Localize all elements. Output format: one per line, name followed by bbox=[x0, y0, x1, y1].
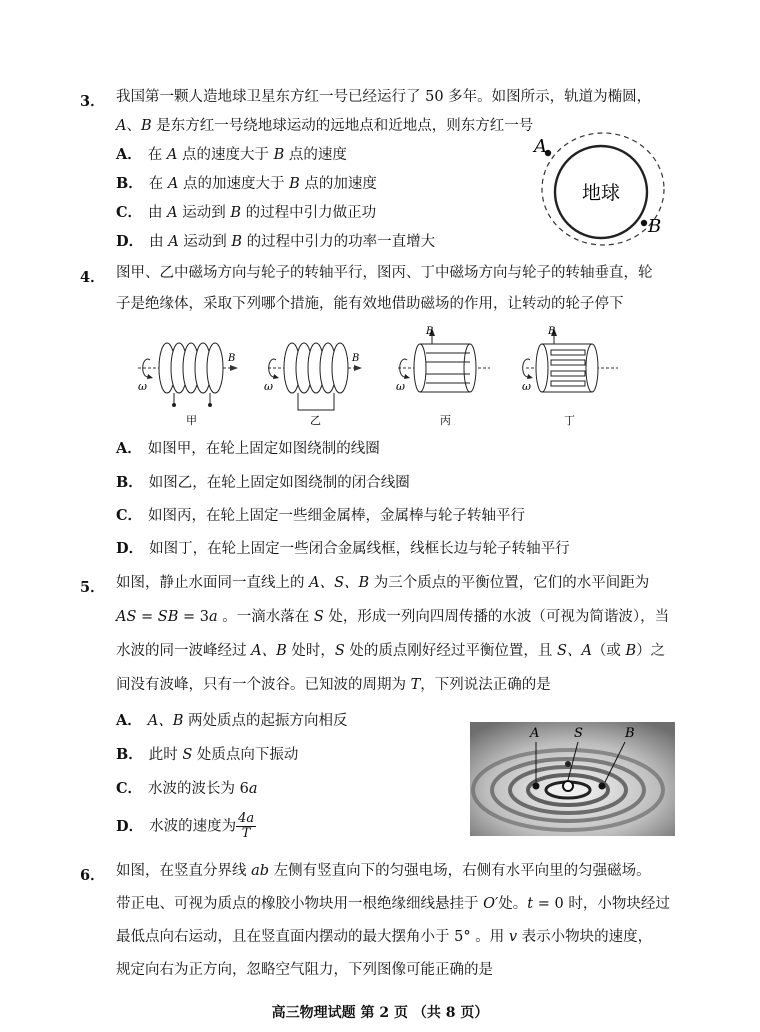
yi-omega-label: ω bbox=[264, 380, 273, 393]
point-b-label: B bbox=[648, 216, 662, 237]
jia-caption: 甲 bbox=[186, 414, 197, 427]
q5-option-d: D． 水波的速度为 $\frac{4a}{T}$ bbox=[116, 811, 255, 841]
q4-stem-line1: 图甲、乙中磁场方向与轮子的转轴平行，图丙、丁中磁场方向与轮子的转轴垂直，轮 bbox=[116, 265, 653, 281]
bing-b-label: B bbox=[426, 326, 434, 337]
q5-option-b: B． 此时 S 处质点向下振动 bbox=[116, 746, 299, 763]
q6-stem-line3: 最低点向右运动，且在竖直面内摆动的最大摆角小于 5° 。用 v 表示小物块的速度， bbox=[116, 929, 653, 945]
q4-wheel-figures bbox=[130, 322, 620, 432]
q3-option-d: D． 由 A 运动到 B 的过程中引力的功率一直增大 bbox=[116, 233, 436, 250]
ding-omega-label: ω bbox=[522, 380, 531, 393]
q3-stem-line1: 我国第一颗人造地球卫星东方红一号已经运行了 50 多年。如图所示，轨道为椭圆， bbox=[116, 89, 652, 105]
q4-option-d: D． 如图丁，在轮上固定一些闭合金属线框，线框长边与轮子转轴平行 bbox=[116, 540, 570, 557]
q4-number: 4． bbox=[80, 269, 105, 286]
wave-b-label: B bbox=[625, 726, 635, 741]
q6-stem-line4: 规定向右为正方向，忽略空气阻力，下列图像可能正确的是 bbox=[116, 962, 493, 978]
page-footer: 高三物理试题 第 2 页 （共 8 页） bbox=[271, 1005, 489, 1021]
wheel-bing bbox=[396, 326, 490, 427]
q4-stem-line2: 子是绝缘体，采取下列哪个措施，能有效地借助磁场的作用，让转动的轮子停下 bbox=[116, 296, 624, 312]
bing-omega-label: ω bbox=[396, 380, 405, 393]
q6-number: 6． bbox=[80, 867, 105, 884]
jia-b-label: B bbox=[228, 353, 236, 364]
earth-label: 地球 bbox=[581, 182, 621, 204]
q5-option-c: C． 水波的波长为 6a bbox=[116, 780, 258, 797]
q6-stem-line1: 如图，在竖直分界线 ab 左侧有竖直向下的匀强电场，右侧有水平向里的匀强磁场。 bbox=[116, 863, 651, 879]
q3-option-b: B． 在 A 点的加速度大于 B 点的加速度 bbox=[116, 175, 377, 192]
q5-option-a: A． A、B 两处质点的起振方向相反 bbox=[116, 712, 348, 729]
q4-option-c: C． 如图丙，在轮上固定一些细金属棒，金属棒与轮子转轴平行 bbox=[116, 507, 526, 524]
wheel-jia bbox=[138, 343, 238, 427]
point-a-label: A bbox=[534, 136, 547, 157]
q6-stem-line2: 带正电、可视为质点的橡胶小物块用一根绝缘细线悬挂于 O′处。t = 0 时，小物块经过 bbox=[116, 896, 670, 912]
q5-stem-line4: 间没有波峰，只有一个波谷。已知波的周期为 T，下列说法正确的是 bbox=[116, 677, 551, 693]
wave-a-label: A bbox=[530, 726, 540, 741]
q5-number: 5． bbox=[80, 579, 105, 596]
yi-caption: 乙 bbox=[310, 414, 321, 427]
q5-water-wave-figure bbox=[470, 722, 675, 836]
q5-stem-line2: AS = SB = 3a 。一滴水落在 S 处，形成一列向四周传播的水波（可视为简谐波），当 bbox=[116, 609, 670, 625]
q5-stem-line1: 如图，静止水面同一直线上的 A、S、B 为三个质点的平衡位置，它们的水平间距为 bbox=[116, 575, 650, 591]
point-b bbox=[641, 220, 647, 226]
q3-option-c: C． 由 A 运动到 B 的过程中引力做正功 bbox=[116, 204, 377, 221]
q3-option-a: A． 在 A 点的速度大于 B 点的速度 bbox=[116, 146, 347, 163]
q5-stem-line3: 水波的同一波峰经过 A、B 处时，S 处的质点刚好经过平衡位置，且 S、A（或 B）之 bbox=[116, 643, 666, 659]
ding-b-label: B bbox=[548, 326, 556, 337]
speed-fraction: $\frac{4a}{T}$ bbox=[238, 811, 255, 841]
wave-s-label: S bbox=[574, 726, 583, 741]
q3-stem-line2: A、B 是东方红一号绕地球运动的远地点和近地点，则东方红一号 bbox=[116, 118, 534, 134]
q4-option-a: A． 如图甲，在轮上固定如图绕制的线圈 bbox=[116, 440, 380, 457]
particle-b bbox=[599, 783, 606, 790]
ding-caption: 丁 bbox=[564, 414, 575, 427]
q3-orbit-figure bbox=[528, 126, 678, 246]
yi-b-label: B bbox=[352, 353, 360, 364]
wheel-yi bbox=[264, 343, 362, 427]
jia-omega-label: ω bbox=[138, 380, 147, 393]
wheel-ding bbox=[522, 326, 618, 427]
q3-number: 3． bbox=[80, 93, 105, 110]
q4-option-b: B． 如图乙，在轮上固定如图绕制的闭合线圈 bbox=[116, 474, 410, 491]
particle-a bbox=[533, 783, 540, 790]
bing-caption: 丙 bbox=[440, 414, 451, 427]
